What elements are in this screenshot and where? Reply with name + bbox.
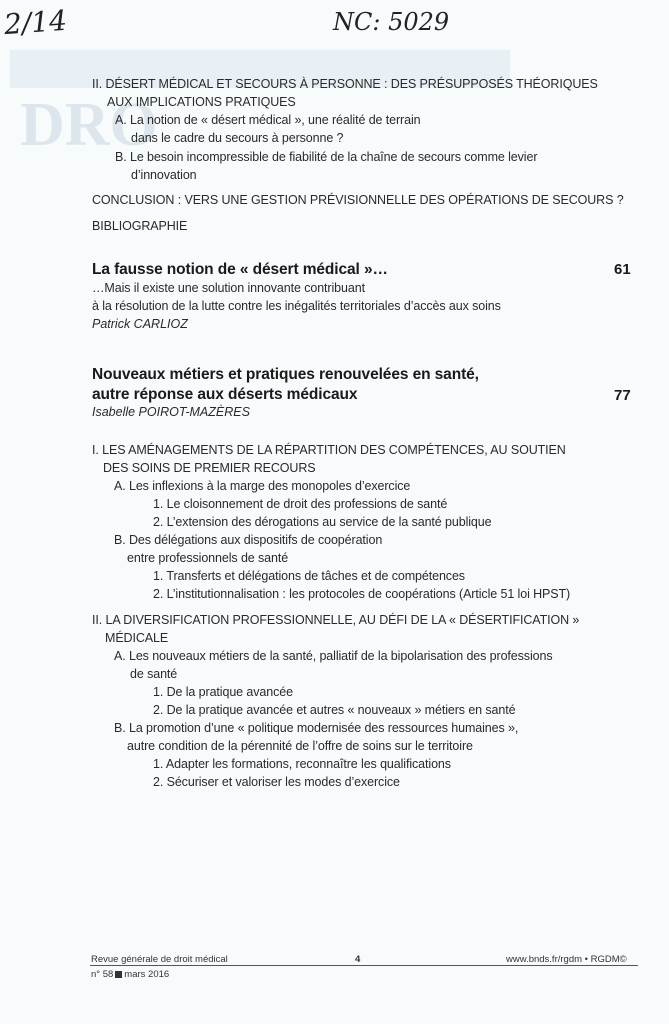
article-title-nouveaux-metiers-cont: autre réponse aux déserts médicaux [92, 386, 358, 403]
article-author-poirot-mazeres: Isabelle POIROT-MAZÈRES [92, 405, 250, 419]
toc-part-i-a: A. Les inflexions à la marge des monopoles d’exercice [114, 479, 411, 493]
toc-part-ii-a-2: 2. De la pratique avancée et autres « nouveaux » métiers en santé [153, 703, 516, 717]
toc-part-i-b-2: 2. L’institutionnalisation : les protocoles de coopérations (Article 51 loi HPST) [153, 587, 571, 601]
toc-part-ii-title-cont: MÉDICALE [105, 631, 169, 645]
toc-section-ii-a: A. La notion de « désert médical », une réalité de terrain [115, 113, 421, 127]
toc-part-ii-title: II. LA DIVERSIFICATION PROFESSIONNELLE, AU DÉFI DE LA « DÉSERTIFICATION » [92, 613, 580, 627]
article-author-carlioz: Patrick CARLIOZ [92, 317, 188, 331]
footer-issue-date: mars 2016 [124, 969, 170, 980]
toc-part-i-title-cont: DES SOINS DE PREMIER RECOURS [103, 461, 316, 475]
handwritten-note-left: 2/14 [2, 3, 68, 42]
footer-journal-name: Revue générale de droit médical [91, 954, 228, 965]
toc-part-i-a-2: 2. L’extension des dérogations au service de la santé publique [153, 515, 492, 529]
toc-part-i-b-cont: entre professionnels de santé [127, 551, 289, 565]
toc-bibliography: BIBLIOGRAPHIE [92, 219, 188, 233]
toc-part-i-a-1: 1. Le cloisonnement de droit des professions de santé [153, 497, 448, 511]
toc-conclusion: CONCLUSION : VERS UNE GESTION PRÉVISIONNELLE DES OPÉRATIONS DE SECOURS ? [92, 193, 624, 207]
footer-rule [90, 965, 638, 966]
toc-part-ii-b-2: 2. Sécuriser et valoriser les modes d’exercice [153, 775, 400, 789]
toc-part-i-b-1: 1. Transferts et délégations de tâches et de compétences [153, 569, 465, 583]
footer-square-icon [115, 971, 122, 978]
footer-website: www.bnds.fr/rgdm • RGDM© [506, 954, 627, 965]
toc-part-i-b: B. Des délégations aux dispositifs de coopération [114, 533, 383, 547]
article-subtitle-line1: …Mais il existe une solution innovante contribuant [92, 281, 365, 295]
article-subtitle-line2: à la résolution de la lutte contre les inégalités territoriales d’accès aux soins [92, 299, 501, 313]
footer-page-number: 4 [355, 954, 361, 965]
toc-part-ii-a: A. Les nouveaux métiers de la santé, palliatif de la bipolarisation des professions [114, 649, 553, 663]
toc-section-ii-b-cont: d’innovation [131, 168, 197, 182]
toc-section-ii-b: B. Le besoin incompressible de fiabilité de la chaîne de secours comme levier [115, 150, 538, 164]
article-title-fausse-notion: La fausse notion de « désert médical »… [92, 261, 388, 278]
toc-part-ii-b: B. La promotion d’une « politique modernisée des ressources humaines », [114, 721, 519, 735]
toc-section-ii-title-cont: AUX IMPLICATIONS PRATIQUES [107, 95, 296, 109]
article-page-77: 77 [614, 387, 631, 404]
article-page-61: 61 [614, 261, 631, 278]
toc-part-ii-b-cont: autre condition de la pérennité de l’offre de soins sur le territoire [127, 739, 473, 753]
toc-part-ii-b-1: 1. Adapter les formations, reconnaître les qualifications [153, 757, 451, 771]
handwritten-note-right: NC: 5029 [333, 8, 450, 36]
footer-issue-number: n° 58 [91, 969, 114, 980]
footer-issue [91, 969, 169, 980]
toc-part-i-title: I. LES AMÉNAGEMENTS DE LA RÉPARTITION DES COMPÉTENCES, AU SOUTIEN [92, 443, 566, 457]
toc-section-ii-a-cont: dans le cadre du secours à personne ? [131, 131, 344, 145]
toc-part-ii-a-cont: de santé [130, 667, 178, 681]
show-through-ghost-text: DRO [20, 91, 158, 159]
toc-section-ii-title: II. DÉSERT MÉDICAL ET SECOURS À PERSONNE : DES PRÉSUPPOSÉS THÉORIQUES [92, 77, 598, 91]
toc-part-ii-a-1: 1. De la pratique avancée [153, 685, 293, 699]
article-title-nouveaux-metiers: Nouveaux métiers et pratiques renouvelées en santé, [92, 366, 479, 383]
